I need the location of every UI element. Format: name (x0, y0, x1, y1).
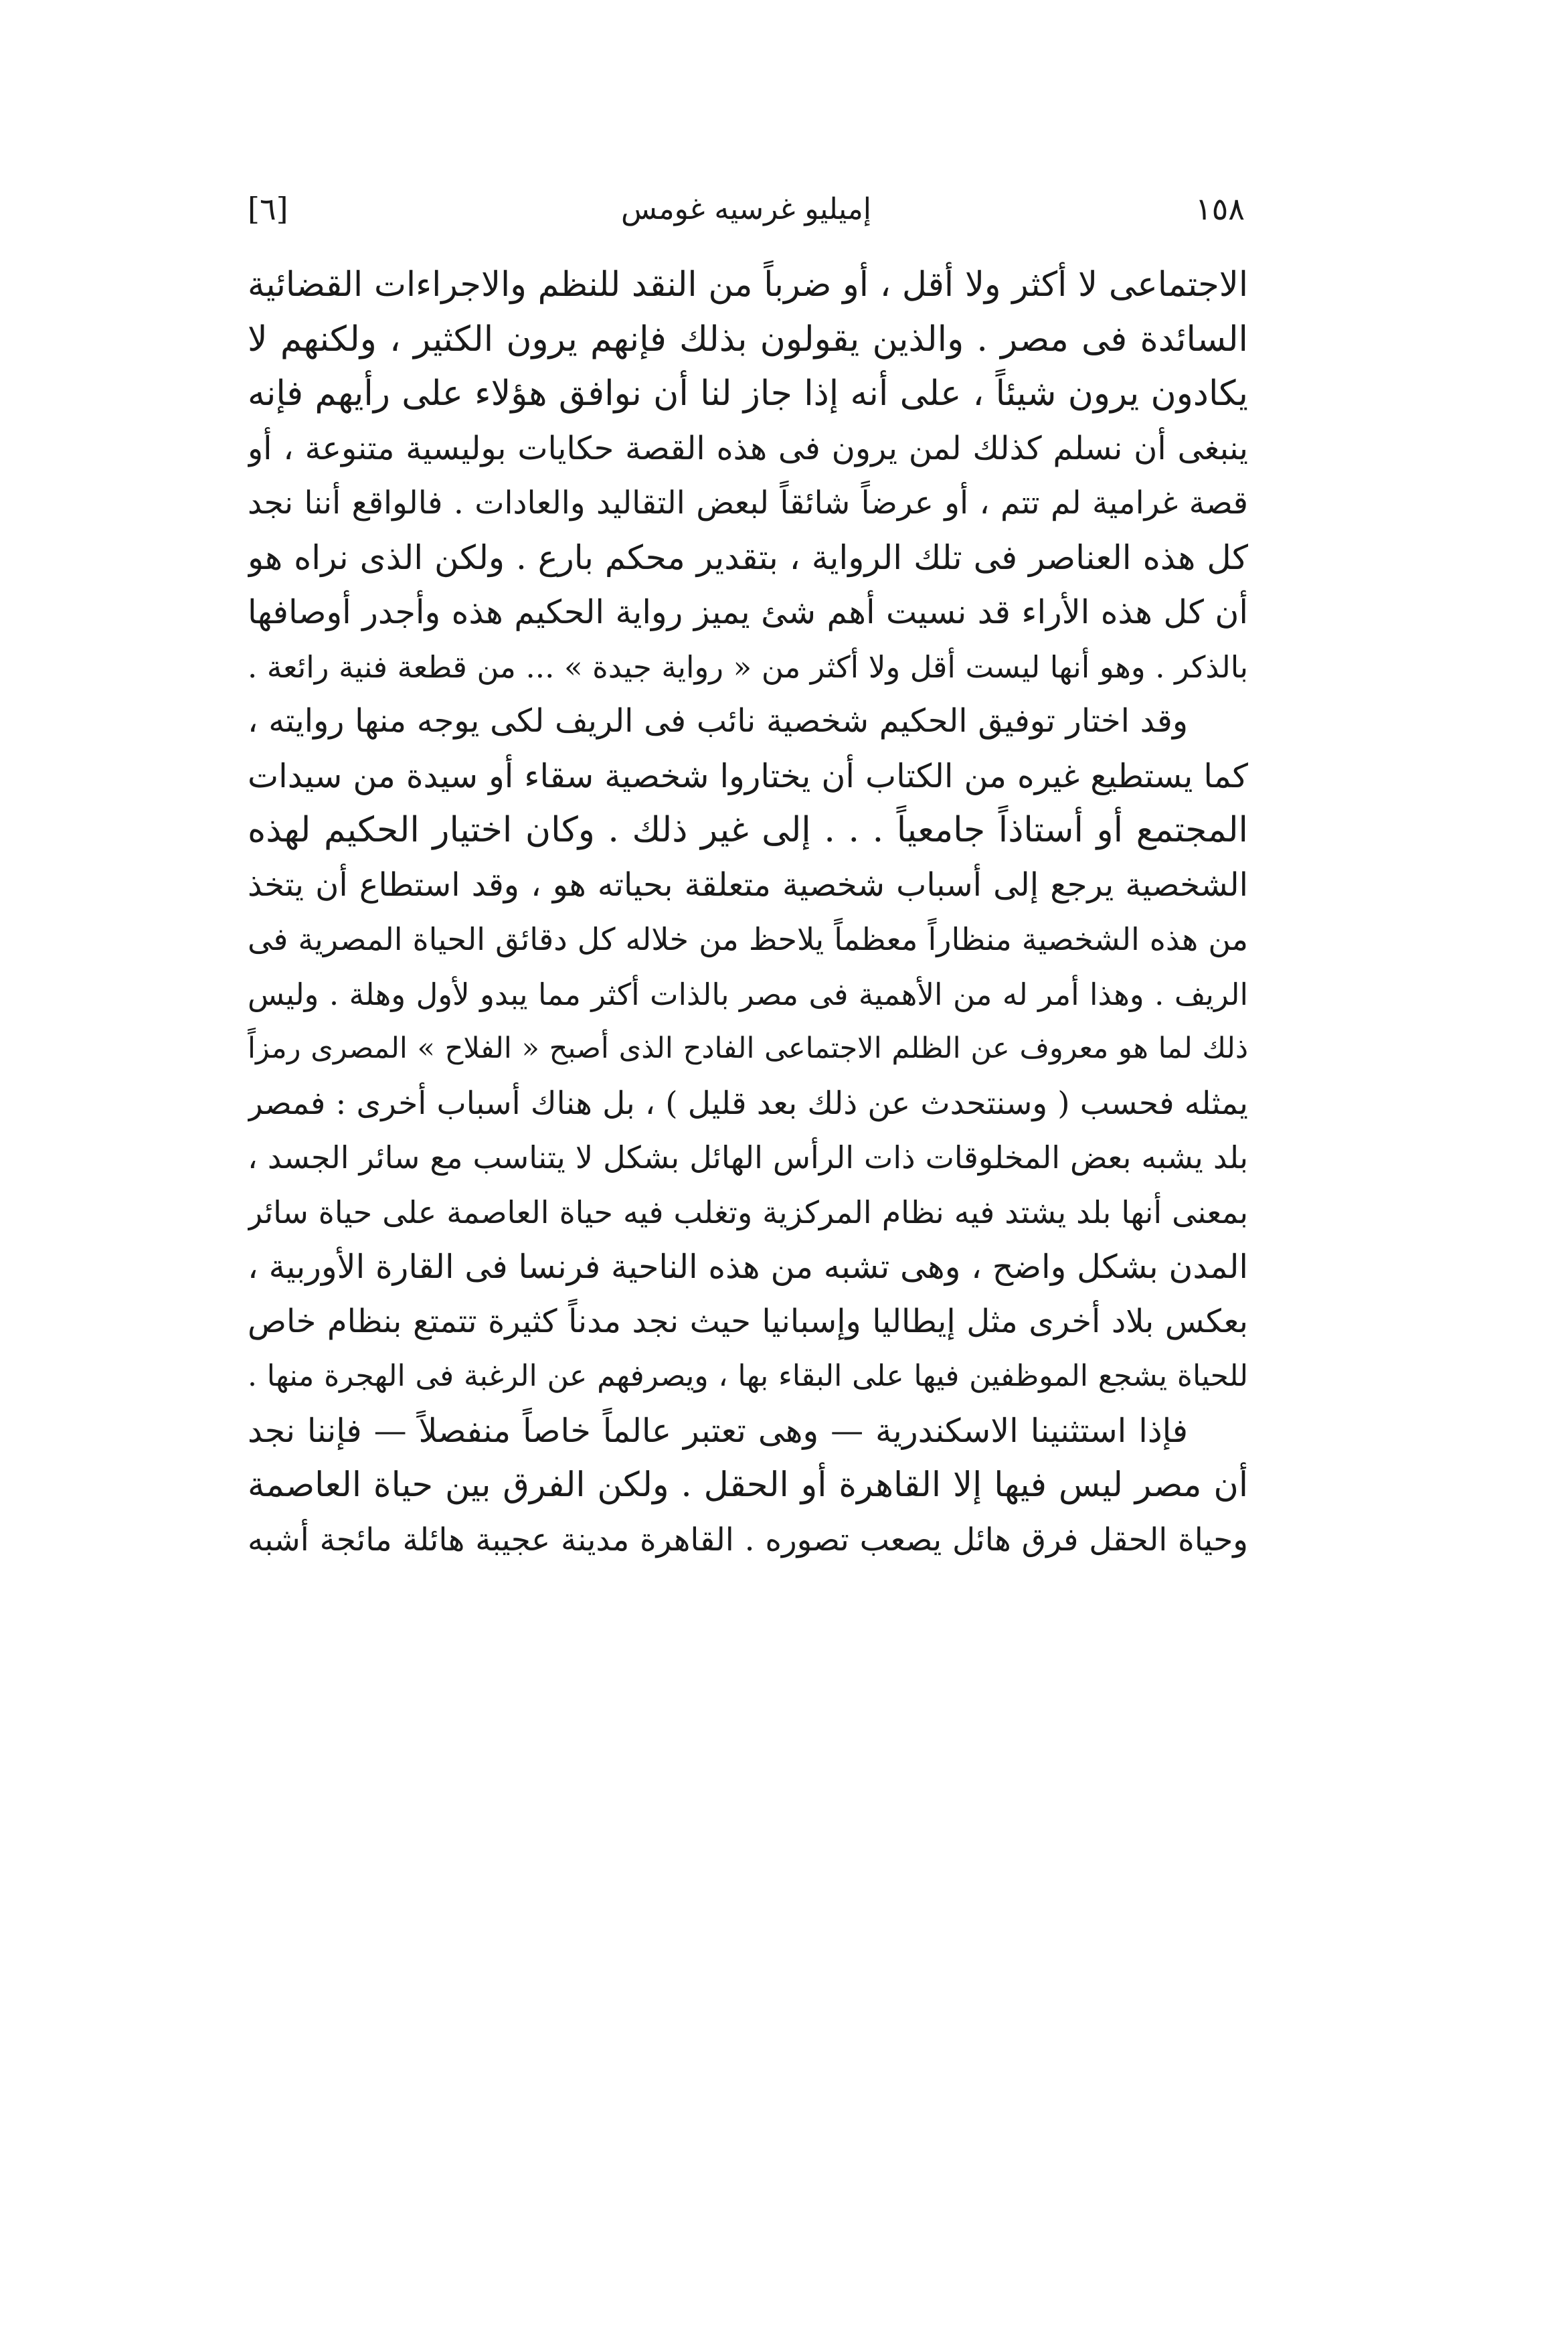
text-line: الاجتماعى لا أكثر ولا أقل ، أو ضرباً من النقد للنظم والاجراءات القضائية (248, 265, 1248, 305)
text-line: يكادون يرون شيئاً ، على أنه إذا جاز لنا أن نوافق هؤلاء على رأيهم فإنه (248, 374, 1248, 414)
chapter-mark: [٦] (248, 191, 288, 227)
body-text (248, 258, 1248, 1567)
text-line: ينبغى أن نسلم كذلك لمن يرون فى هذه القصة حكايات بوليسية متنوعة ، أو (248, 429, 1248, 467)
text-line: المجتمع أو أستاذاً جامعياً . . . إلى غير ذلك . وكان اختيار الحكيم لهذه (248, 810, 1248, 850)
text-line: الريف . وهذا أمر له من الأهمية فى مصر بالذات أكثر مما يبدو لأول وهلة . وليس (248, 976, 1248, 1012)
text-line: يمثله فحسب ( وسنتحدث عن ذلك بعد قليل ) ، بل هناك أسباب أخرى : فمصر (248, 1084, 1248, 1122)
text-line: أن مصر ليس فيها إلا القاهرة أو الحقل . ولكن الفرق بين حياة العاصمة (248, 1465, 1248, 1505)
text-line: كما يستطيع غيره من الكتاب أن يختاروا شخصية سقاء أو سيدة من سيدات (248, 756, 1248, 795)
text-line: بلد يشبه بعض المخلوقات ذات الرأس الهائل بشكل لا يتناسب مع سائر الجسد ، (248, 1139, 1248, 1176)
text-line: بمعنى أنها بلد يشتد فيه نظام المركزية وتغلب فيه حياة العاصمة على حياة سائر (248, 1194, 1248, 1230)
text-line: أن كل هذه الأراء قد نسيت أهم شئ يميز رواية الحكيم هذه وأجدر أوصافها (248, 593, 1248, 631)
text-line: المدن بشكل واضح ، وهى تشبه من هذه الناحية فرنسا فى القارة الأوربية ، (248, 1248, 1248, 1286)
page-number: ١٥٨ (1195, 191, 1245, 227)
text-line: للحياة يشجع الموظفين فيها على البقاء بها ، ويصرفهم عن الرغبة فى الهجرة منها . (248, 1359, 1248, 1393)
running-title: إميليو غرسيه غومس (620, 192, 872, 226)
text-line: من هذه الشخصية منظاراً معظماً يلاحظ من خلاله كل دقائق الحياة المصرية فى (248, 921, 1248, 957)
page-header (248, 191, 1245, 238)
text-line: بالذكر . وهو أنها ليست أقل ولا أكثر من « رواية جيدة » ... من قطعة فنية رائعة . (248, 649, 1248, 685)
text-line: قصة غرامية لم تتم ، أو عرضاً شائقاً لبعض التقاليد والعادات . فالواقع أننا نجد (248, 485, 1248, 521)
text-line: كل هذه العناصر فى تلك الرواية ، بتقدير محكم بارع . ولكن الذى نراه هو (248, 538, 1248, 577)
text-line: السائدة فى مصر . والذين يقولون بذلك فإنهم يرون الكثير ، ولكنهم لا (248, 319, 1248, 359)
text-line: بعكس بلاد أخرى مثل إيطاليا وإسبانيا حيث نجد مدناً كثيرة تتمتع بنظام خاص (248, 1302, 1248, 1340)
text-line: وقد اختار توفيق الحكيم شخصية نائب فى الريف لكى يوجه منها روايته ، (248, 702, 1188, 740)
text-line: وحياة الحقل فرق هائل يصعب تصوره . القاهرة مدينة عجيبة هائلة مائجة أشبه (248, 1521, 1248, 1558)
text-line: فإذا استثنينا الاسكندرية — وهى تعتبر عالماً خاصاً منفصلاً — فإننا نجد (248, 1411, 1188, 1450)
text-line: ذلك لما هو معروف عن الظلم الاجتماعى الفادح الذى أصبح « الفلاح » المصرى رمزاً (248, 1032, 1248, 1065)
text-line: الشخصية يرجع إلى أسباب شخصية متعلقة بحياته هو ، وقد استطاع أن يتخذ (248, 866, 1248, 904)
